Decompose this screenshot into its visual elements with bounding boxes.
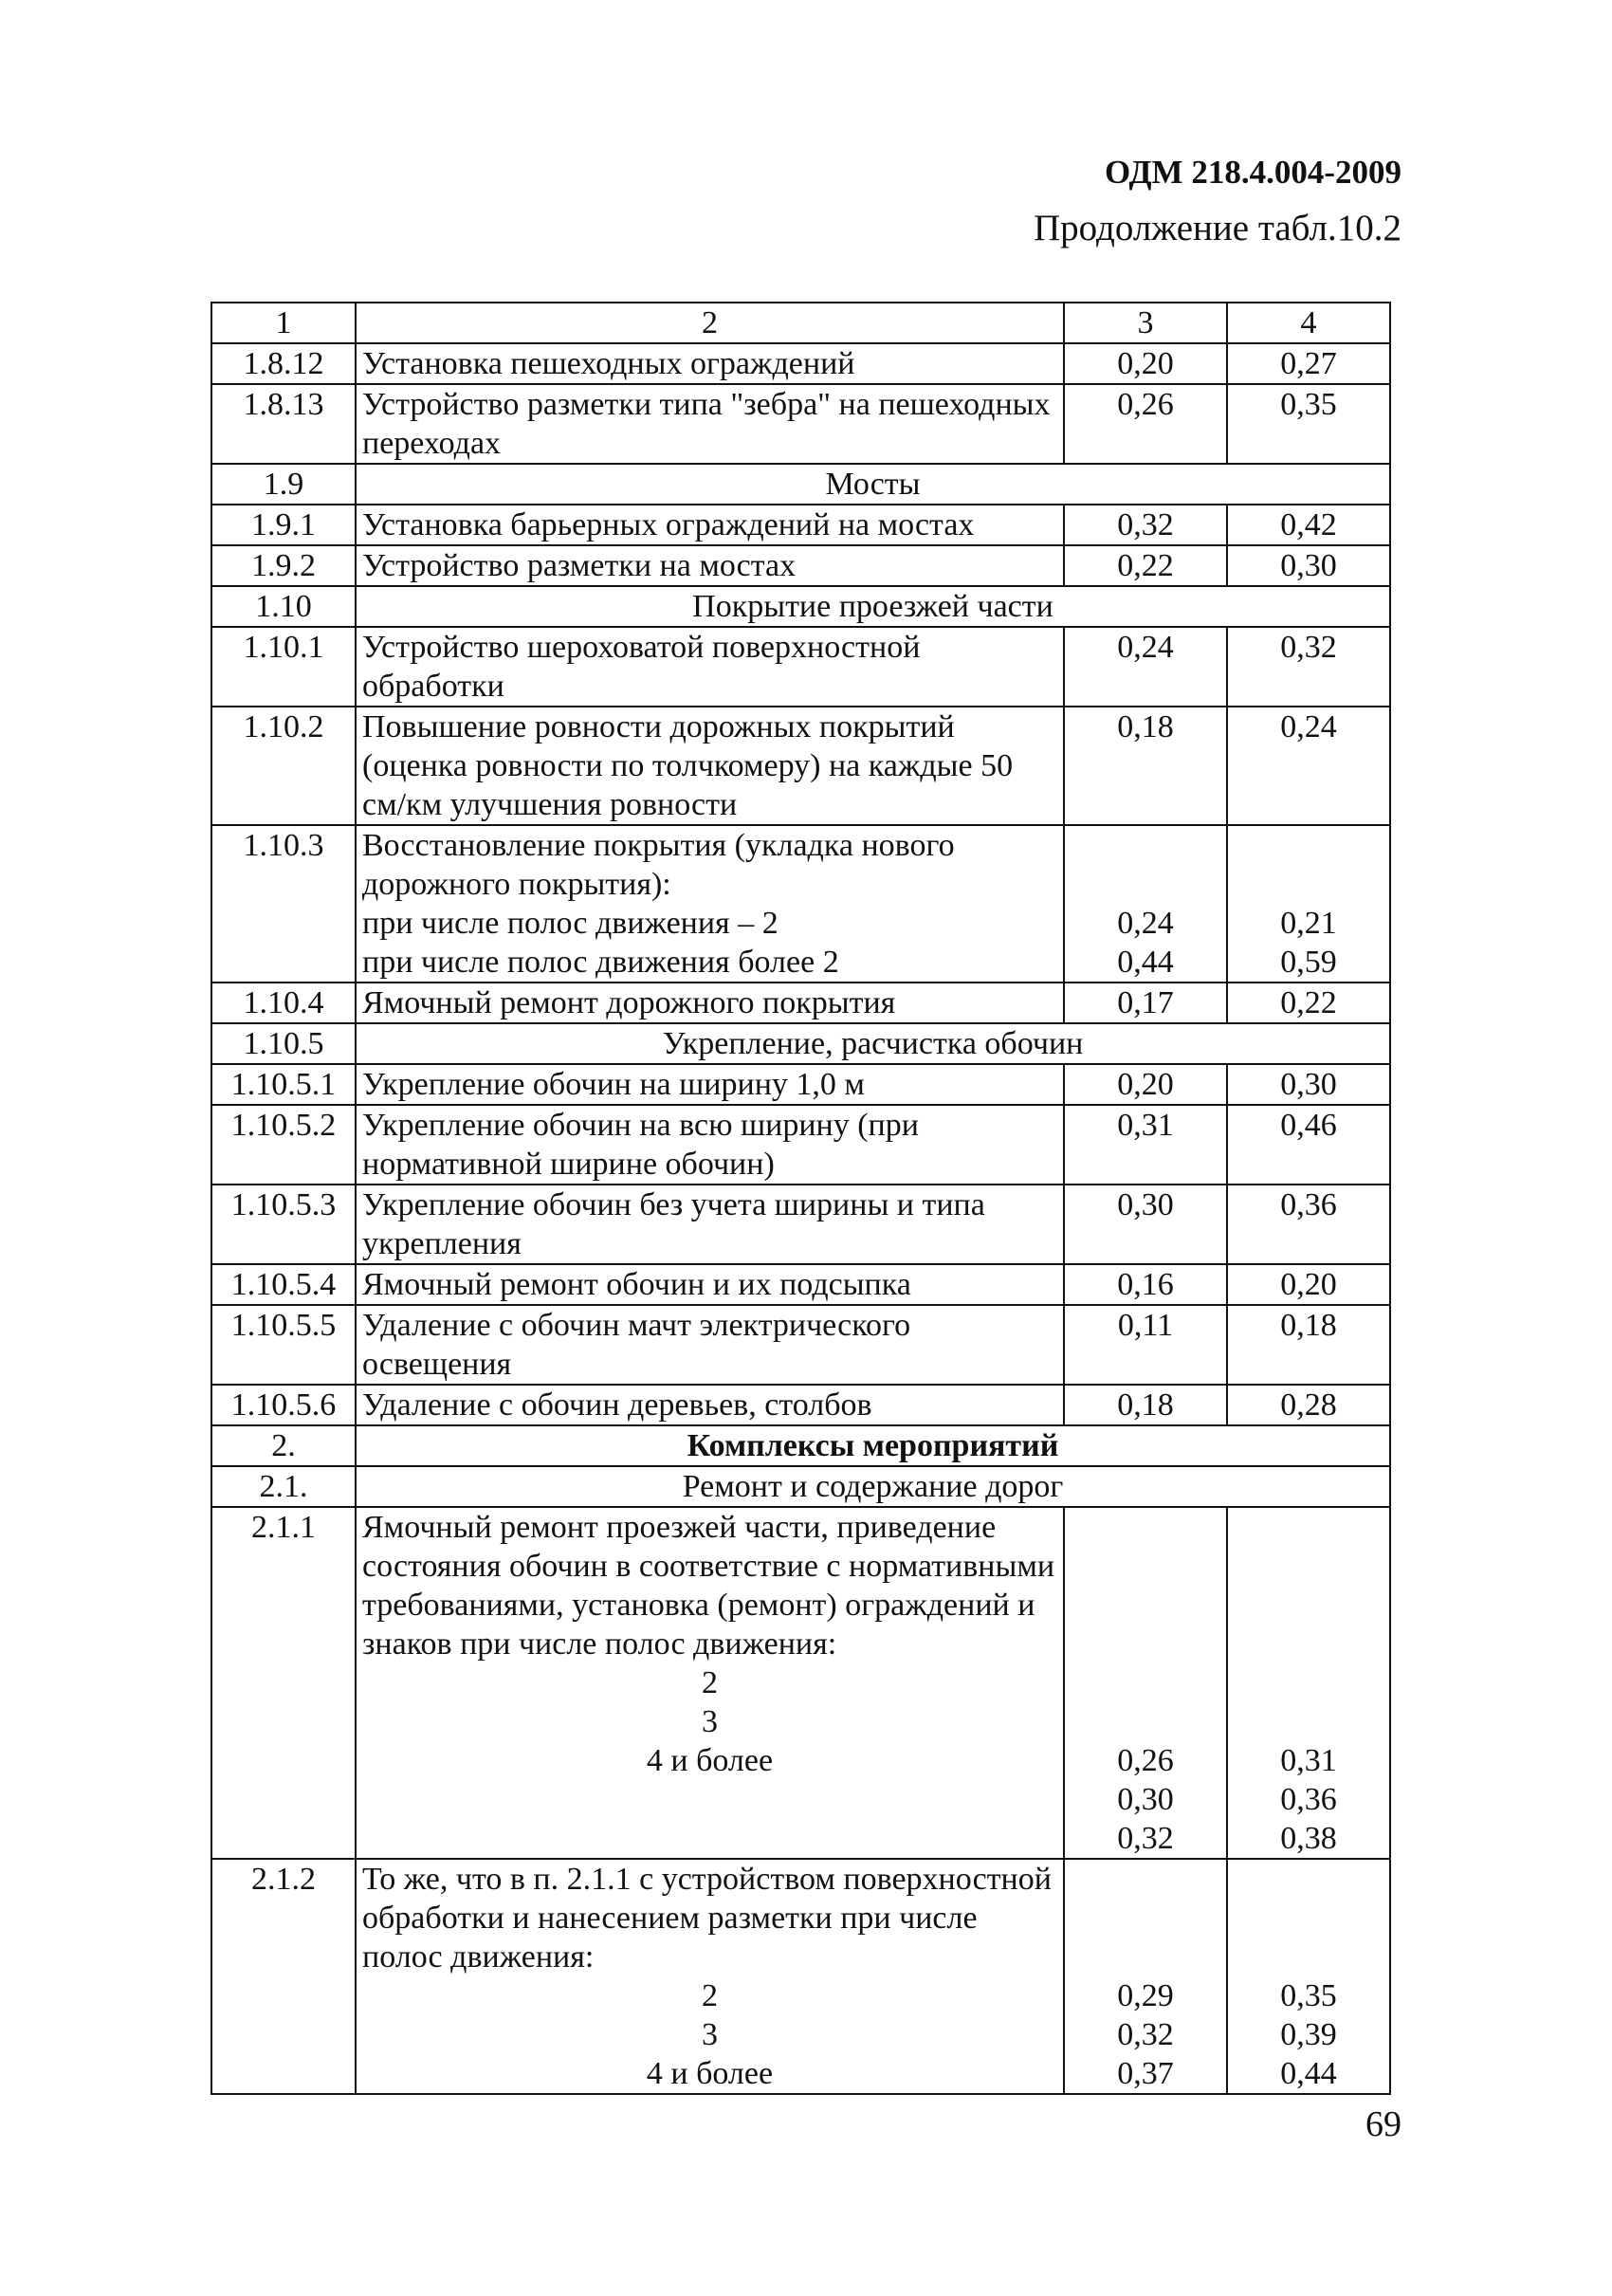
value-text: 0,22 bbox=[1280, 985, 1337, 1020]
spacer bbox=[1071, 865, 1220, 904]
spacer bbox=[1071, 1899, 1220, 1938]
sub-line-value-col4: 0,31 bbox=[1280, 1743, 1337, 1778]
row-number: 1.9.2 bbox=[211, 545, 356, 586]
description-text: Удаление с обочин деревьев, столбов bbox=[362, 1387, 872, 1423]
value-col4 bbox=[1227, 1064, 1390, 1105]
value-col3 bbox=[1064, 343, 1227, 384]
value-text: 0,24 bbox=[1280, 709, 1337, 744]
table-continuation-caption: Продолжение табл.10.2 bbox=[1033, 208, 1401, 248]
sub-line-label: 4 и более bbox=[646, 2056, 774, 2091]
sub-line-value-col4: 0,59 bbox=[1280, 945, 1337, 980]
value-text: 0,18 bbox=[1117, 1387, 1174, 1423]
description-text: Устройство шероховатой поверхностной обработки bbox=[362, 630, 921, 704]
row-number: 1.10.5.4 bbox=[211, 1264, 356, 1305]
table-row bbox=[211, 1385, 1390, 1425]
value-col4 bbox=[1227, 1105, 1390, 1185]
sub-line-label: при числе полос движения – 2 bbox=[362, 906, 779, 941]
row-number: 1.10.5.1 bbox=[211, 1064, 356, 1105]
column-header: 1 bbox=[211, 303, 356, 343]
description-text: Установка барьерных ограждений на мостах bbox=[362, 507, 975, 542]
value-text: 0,18 bbox=[1280, 1308, 1337, 1343]
spacer bbox=[1071, 1586, 1220, 1625]
data-table bbox=[211, 302, 1391, 2095]
table-row bbox=[211, 983, 1390, 1023]
column-header: 3 bbox=[1064, 303, 1227, 343]
row-number: 1.10.5.6 bbox=[211, 1385, 356, 1425]
spacer bbox=[1234, 1625, 1383, 1663]
page-number: 69 bbox=[1365, 2104, 1401, 2144]
description-text: Укрепление обочин без учета ширины и типа укрепления bbox=[362, 1187, 985, 1261]
sub-line-label: 2 bbox=[702, 1665, 718, 1700]
value-text: 0,26 bbox=[1117, 387, 1174, 422]
row-number: 1.10.5 bbox=[211, 1023, 356, 1064]
value-col4 bbox=[1227, 1305, 1390, 1385]
sub-line-value-col4: 0,44 bbox=[1280, 2056, 1337, 2091]
row-description bbox=[356, 1385, 1064, 1425]
sub-line-value-col3: 0,26 bbox=[1117, 1743, 1174, 1778]
value-col3 bbox=[1064, 545, 1227, 586]
sub-line-value-col4: 0,21 bbox=[1280, 906, 1337, 941]
spacer bbox=[1071, 1508, 1220, 1547]
value-text: 0,20 bbox=[1280, 1267, 1337, 1302]
value-col3 bbox=[1064, 825, 1227, 983]
table-row bbox=[211, 343, 1390, 384]
description-text: Устройство разметки типа "зебра" на пешеходных переходах bbox=[362, 387, 1051, 461]
sub-line-label: 2 bbox=[702, 1978, 718, 2013]
table-row bbox=[211, 1185, 1390, 1264]
value-col4 bbox=[1227, 983, 1390, 1023]
value-text: 0,30 bbox=[1280, 548, 1337, 583]
value-col4 bbox=[1227, 627, 1390, 707]
sub-line-label: при числе полос движения более 2 bbox=[362, 945, 839, 980]
table-row bbox=[211, 505, 1390, 545]
section-row bbox=[211, 586, 1390, 627]
value-col4 bbox=[1227, 1507, 1390, 1859]
value-col4 bbox=[1227, 343, 1390, 384]
description-text: Ямочный ремонт проезжей части, приведение состояния обочин в соответствие с нормативными требованиями, установка (ремонт) ограждений и знаков при числе полос движения: bbox=[362, 1510, 1055, 1662]
description-text: Укрепление обочин на всю ширину (при нормативной ширине обочин) bbox=[362, 1108, 919, 1182]
value-col4 bbox=[1227, 1185, 1390, 1264]
row-description bbox=[356, 545, 1064, 586]
table-body bbox=[211, 303, 1390, 2094]
row-number: 2.1. bbox=[211, 1466, 356, 1507]
row-description bbox=[356, 1507, 1064, 1859]
row-number: 1.10.2 bbox=[211, 707, 356, 825]
value-text: 0,36 bbox=[1280, 1187, 1337, 1222]
row-number: 1.8.12 bbox=[211, 343, 356, 384]
table-row bbox=[211, 627, 1390, 707]
section-title: Покрытие проезжей части bbox=[356, 586, 1390, 627]
row-description bbox=[356, 1859, 1064, 2094]
value-text: 0,31 bbox=[1117, 1108, 1174, 1143]
value-text: 0,32 bbox=[1117, 507, 1174, 542]
column-header: 4 bbox=[1227, 303, 1390, 343]
value-text: 0,32 bbox=[1280, 630, 1337, 665]
table-row bbox=[211, 1859, 1390, 2094]
spacer bbox=[1234, 1899, 1383, 1938]
row-number: 1.10.5.2 bbox=[211, 1105, 356, 1185]
value-text: 0,22 bbox=[1117, 548, 1174, 583]
value-text: 0,16 bbox=[1117, 1267, 1174, 1302]
row-number: 1.9.1 bbox=[211, 505, 356, 545]
value-col4 bbox=[1227, 1264, 1390, 1305]
table-row bbox=[211, 1305, 1390, 1385]
row-number: 1.10.3 bbox=[211, 825, 356, 983]
value-col3 bbox=[1064, 1507, 1227, 1859]
sub-line-value-col4: 0,35 bbox=[1280, 1978, 1337, 2013]
value-col4 bbox=[1227, 545, 1390, 586]
value-col3 bbox=[1064, 983, 1227, 1023]
value-text: 0,11 bbox=[1117, 1308, 1174, 1343]
value-col3 bbox=[1064, 707, 1227, 825]
row-description bbox=[356, 343, 1064, 384]
table-row bbox=[211, 1264, 1390, 1305]
sub-line-value-col3: 0,44 bbox=[1117, 945, 1174, 980]
table-row bbox=[211, 1064, 1390, 1105]
value-col3 bbox=[1064, 1305, 1227, 1385]
value-text: 0,42 bbox=[1280, 507, 1337, 542]
row-number: 1.10 bbox=[211, 586, 356, 627]
value-col3 bbox=[1064, 1185, 1227, 1264]
table-row bbox=[211, 825, 1390, 983]
sub-line-value-col3: 0,37 bbox=[1117, 2056, 1174, 2091]
row-description bbox=[356, 983, 1064, 1023]
section-title: Мосты bbox=[356, 464, 1390, 505]
value-text: 0,28 bbox=[1280, 1387, 1337, 1423]
value-col4 bbox=[1227, 1859, 1390, 2094]
row-number: 1.10.5.5 bbox=[211, 1305, 356, 1385]
spacer bbox=[1071, 1702, 1220, 1741]
row-description bbox=[356, 825, 1064, 983]
value-col4 bbox=[1227, 825, 1390, 983]
value-text: 0,27 bbox=[1280, 346, 1337, 381]
section-title: Комплексы мероприятий bbox=[356, 1425, 1390, 1466]
value-col3 bbox=[1064, 1105, 1227, 1185]
spacer bbox=[1234, 1547, 1383, 1586]
spacer bbox=[1071, 1663, 1220, 1702]
value-col4 bbox=[1227, 707, 1390, 825]
row-number: 1.10.4 bbox=[211, 983, 356, 1023]
spacer bbox=[1234, 1938, 1383, 1976]
row-description bbox=[356, 1185, 1064, 1264]
row-description bbox=[356, 384, 1064, 464]
spacer bbox=[1071, 1547, 1220, 1586]
value-col3 bbox=[1064, 1385, 1227, 1425]
description-text: Ямочный ремонт дорожного покрытия bbox=[362, 985, 896, 1020]
row-description bbox=[356, 1264, 1064, 1305]
sub-line-label: 4 и более bbox=[646, 1743, 774, 1778]
spacer bbox=[1071, 1860, 1220, 1899]
spacer bbox=[1071, 1938, 1220, 1976]
spacer bbox=[1234, 1702, 1383, 1741]
row-number: 1.8.13 bbox=[211, 384, 356, 464]
row-description bbox=[356, 627, 1064, 707]
spacer bbox=[1234, 1663, 1383, 1702]
description-text: Повышение ровности дорожных покрытий (оценка ровности по толчкомеру) на каждые 50 см/км улучшения ровности bbox=[362, 709, 1014, 822]
description-text: Устройство разметки на мостах bbox=[362, 548, 797, 583]
section-title: Укрепление, расчистка обочин bbox=[356, 1023, 1390, 1064]
sub-line-value-col3: 0,32 bbox=[1117, 2017, 1174, 2052]
value-text: 0,35 bbox=[1280, 387, 1337, 422]
sub-line-value-col3: 0,29 bbox=[1117, 1978, 1174, 2013]
description-text: Укрепление обочин на ширину 1,0 м bbox=[362, 1067, 865, 1102]
value-col3 bbox=[1064, 627, 1227, 707]
description-text: Удаление с обочин мачт электрического освещения bbox=[362, 1308, 911, 1382]
table-header-row bbox=[211, 303, 1390, 343]
spacer bbox=[1234, 1586, 1383, 1625]
row-description bbox=[356, 1305, 1064, 1385]
value-col4 bbox=[1227, 384, 1390, 464]
row-number: 1.9 bbox=[211, 464, 356, 505]
value-col3 bbox=[1064, 384, 1227, 464]
spacer bbox=[1071, 1625, 1220, 1663]
value-text: 0,18 bbox=[1117, 709, 1174, 744]
table-row bbox=[211, 545, 1390, 586]
spacer bbox=[1234, 826, 1383, 865]
row-description bbox=[356, 707, 1064, 825]
row-number: 1.10.5.3 bbox=[211, 1185, 356, 1264]
value-col4 bbox=[1227, 505, 1390, 545]
sub-line-value-col4: 0,39 bbox=[1280, 2017, 1337, 2052]
value-col3 bbox=[1064, 1264, 1227, 1305]
value-col3 bbox=[1064, 1064, 1227, 1105]
value-text: 0,17 bbox=[1117, 985, 1174, 1020]
description-text: Установка пешеходных ограждений bbox=[362, 346, 855, 381]
table-row bbox=[211, 1105, 1390, 1185]
sub-line-label: 3 bbox=[702, 2017, 718, 2052]
sub-line-value-col3: 0,30 bbox=[1117, 1782, 1174, 1817]
section-row bbox=[211, 464, 1390, 505]
description-text: Ямочный ремонт обочин и их подсыпка bbox=[362, 1267, 911, 1302]
value-text: 0,20 bbox=[1117, 1067, 1174, 1102]
row-description bbox=[356, 1064, 1064, 1105]
row-description bbox=[356, 1105, 1064, 1185]
row-number: 2.1.2 bbox=[211, 1859, 356, 2094]
sub-line-value-col4: 0,36 bbox=[1280, 1782, 1337, 1817]
spacer bbox=[1234, 865, 1383, 904]
value-text: 0,20 bbox=[1117, 346, 1174, 381]
sub-line-value-col3: 0,32 bbox=[1117, 1821, 1174, 1856]
row-number: 2. bbox=[211, 1425, 356, 1466]
value-text: 0,46 bbox=[1280, 1108, 1337, 1143]
value-text: 0,30 bbox=[1117, 1187, 1174, 1222]
value-text: 0,30 bbox=[1280, 1067, 1337, 1102]
sub-line-value-col4: 0,38 bbox=[1280, 1821, 1337, 1856]
table-row bbox=[211, 1507, 1390, 1859]
row-number: 2.1.1 bbox=[211, 1507, 356, 1859]
spacer bbox=[1071, 826, 1220, 865]
table-row bbox=[211, 707, 1390, 825]
value-col4 bbox=[1227, 1385, 1390, 1425]
value-text: 0,24 bbox=[1117, 630, 1174, 665]
sub-line-value-col3: 0,24 bbox=[1117, 906, 1174, 941]
sub-line-label: 3 bbox=[702, 1704, 718, 1739]
row-number: 1.10.1 bbox=[211, 627, 356, 707]
value-col3 bbox=[1064, 1859, 1227, 2094]
spacer bbox=[1234, 1508, 1383, 1547]
section-row bbox=[211, 1023, 1390, 1064]
section-title: Ремонт и содержание дорог bbox=[356, 1466, 1390, 1507]
value-col3 bbox=[1064, 505, 1227, 545]
row-description bbox=[356, 505, 1064, 545]
spacer bbox=[1234, 1860, 1383, 1899]
description-text: Восстановление покрытия (укладка нового дорожного покрытия): bbox=[362, 828, 955, 902]
table-row bbox=[211, 384, 1390, 464]
column-header: 2 bbox=[356, 303, 1064, 343]
section-row bbox=[211, 1466, 1390, 1507]
document-code: ОДМ 218.4.004-2009 bbox=[1104, 154, 1401, 191]
description-text: То же, что в п. 2.1.1 с устройством поверхностной обработки и нанесением разметки при числе полос движения: bbox=[362, 1862, 1052, 1975]
section-row bbox=[211, 1425, 1390, 1466]
